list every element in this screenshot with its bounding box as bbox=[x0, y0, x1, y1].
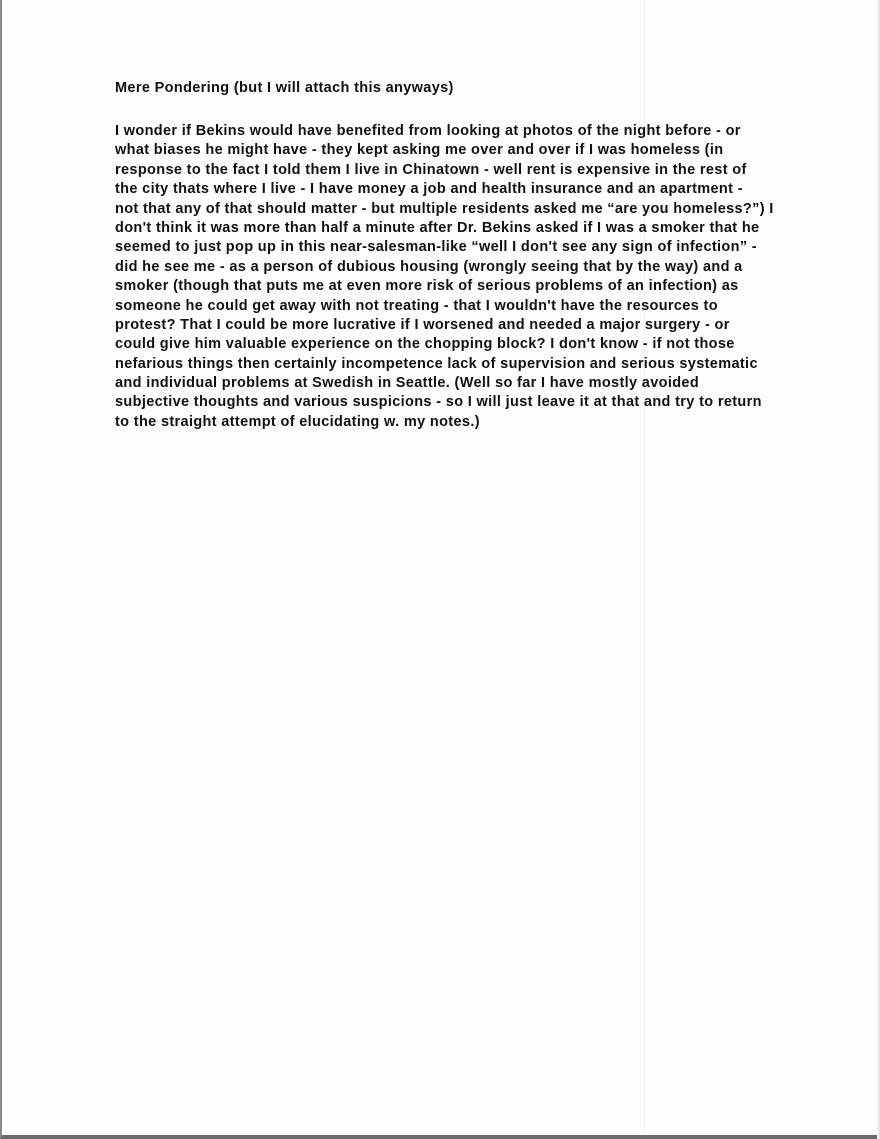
paragraph-line: could give him valuable experience on the chopping block? I don't know - if not those bbox=[115, 336, 735, 353]
paragraph-line: someone he could get away with not treating - that I wouldn't have the resources to bbox=[115, 297, 718, 314]
paragraph-line: protest? That I could be more lucrative if I worsened and needed a major surgery - or bbox=[115, 316, 730, 333]
body-paragraph bbox=[115, 122, 815, 432]
paragraph-line: did he see me - as a person of dubious housing (wrongly seeing that by the way) and a bbox=[115, 258, 743, 275]
paragraph-line: and individual problems at Swedish in Seattle. (Well so far I have mostly avoided bbox=[115, 375, 700, 392]
paragraph-line: not that any of that should matter - but multiple residents asked me “are you homeless?”) I bbox=[115, 200, 774, 217]
paragraph-line: smoker (though that puts me at even more risk of serious problems of an infection) as bbox=[115, 278, 739, 295]
paragraph-line: what biases he might have - they kept asking me over and over if I was homeless (in bbox=[115, 142, 724, 159]
paragraph-line: subjective thoughts and various suspicions - so I will just leave it at that and try to return bbox=[115, 394, 762, 411]
paragraph-line: nefarious things then certainly incompetence lack of supervision and serious systematic bbox=[115, 355, 758, 372]
paragraph-line: I wonder if Bekins would have benefited from looking at photos of the night before - or bbox=[115, 123, 741, 139]
paragraph-line: the city thats where I live - I have money a job and health insurance and an apartment - bbox=[115, 181, 743, 198]
paragraph-line: response to the fact I told them I live in Chinatown - well rent is expensive in the rest of bbox=[115, 161, 747, 178]
page-heading: Mere Pondering (but I will attach this anyways) bbox=[115, 80, 454, 96]
paragraph-line: don't think it was more than half a minute after Dr. Bekins asked if I was a smoker that he bbox=[115, 219, 760, 236]
paragraph-line: to the straight attempt of elucidating w. my notes.) bbox=[115, 413, 480, 430]
paragraph-line: seemed to just pop up in this near-salesman-like “well I don't see any sign of infection” - bbox=[115, 239, 757, 256]
